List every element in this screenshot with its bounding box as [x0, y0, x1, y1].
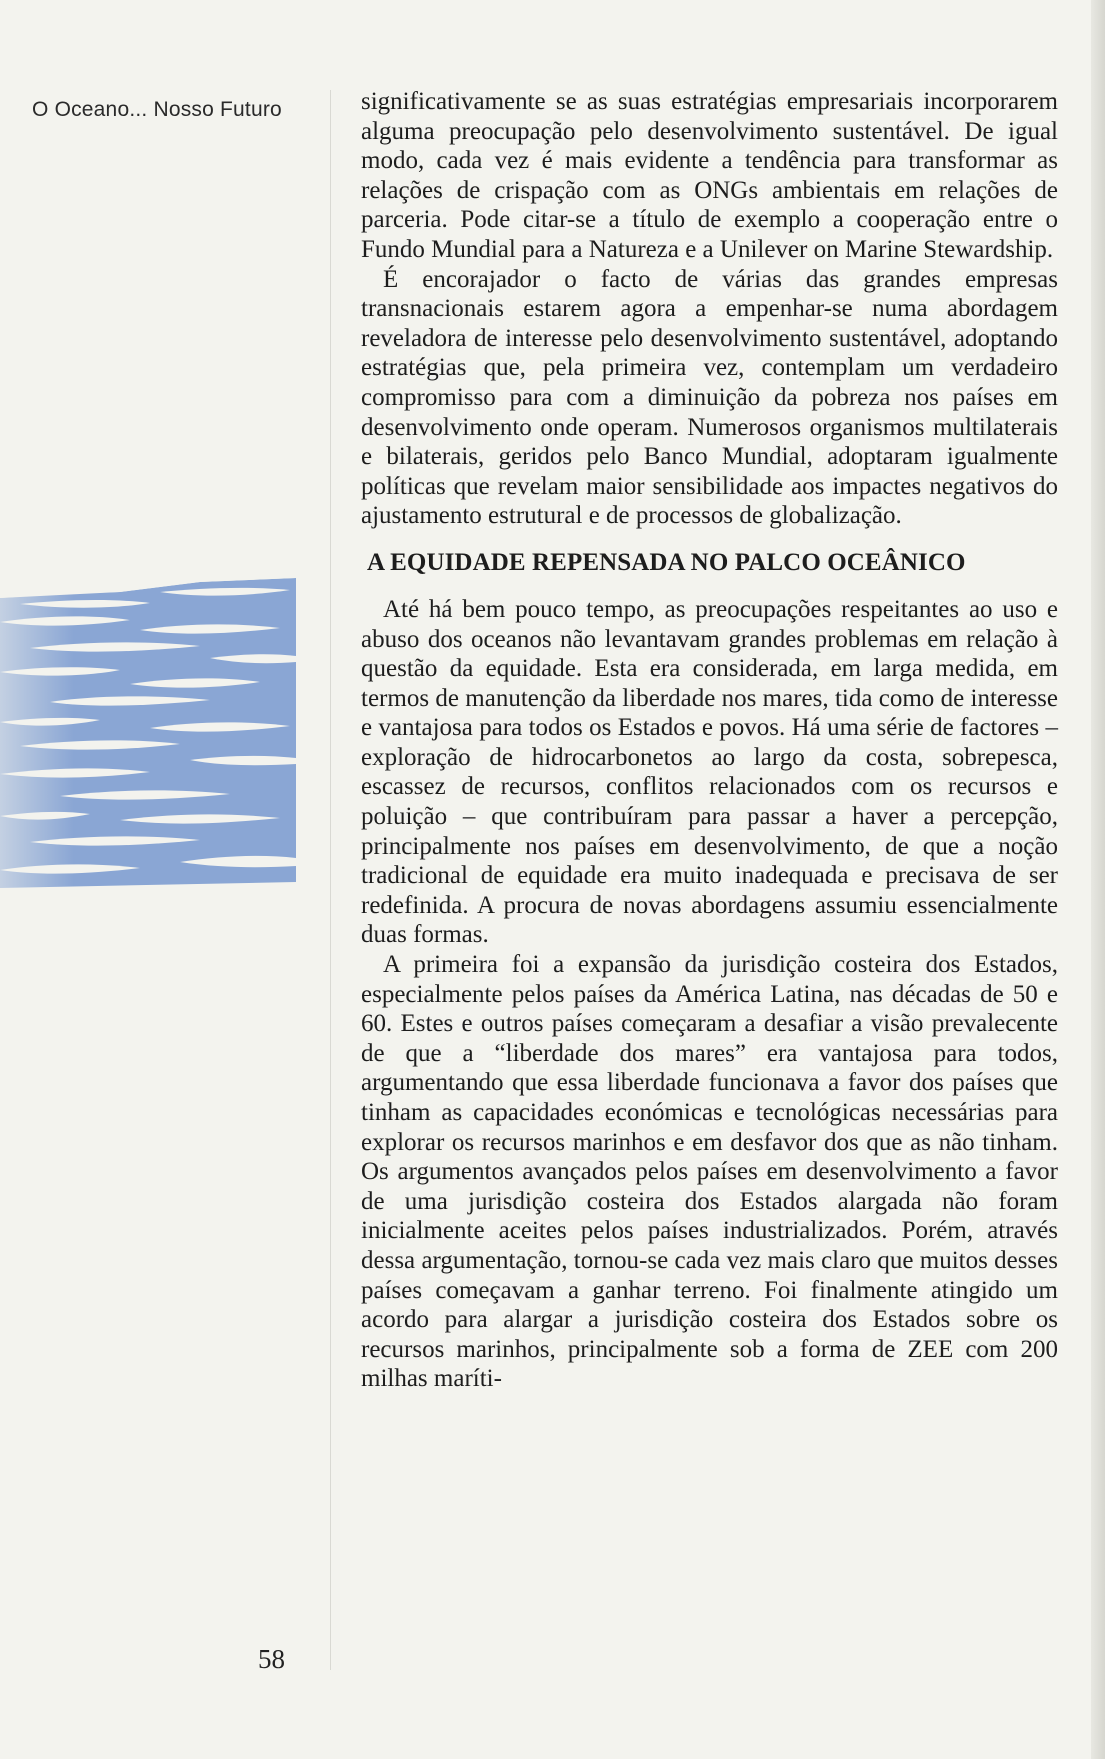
paragraph-transnational-companies: É encorajador o facto de várias das grandes empresas transnacionais estarem agora a empenhar-se numa abordagem reveladora de interesse pelo desenvolvimento sustentável, adoptando estratégias que, pela primeira vez, contemplam um verdadeiro compromisso para com a diminuição da pobreza nos países em desenvolvimento onde operam. Numerosos organismos multilaterais e bilaterais, geridos pelo Banco Mundial, adoptaram igualmente políticas que revelam maior sensibilidade aos impactes negativos do ajustamento estrutural e de processos de globalização. [361, 265, 1058, 530]
paragraph-equity-concerns: Até há bem pouco tempo, as preocupações respeitantes ao uso e abuso dos oceanos não levantavam grandes problemas em relação à questão da equidade. Esta era considerada, em larga medida, em termos de manutenção da liberdade nos mares, tida como de interesse e vantajosa para todos os Estados e povos. Há uma série de factores – exploração de hidrocarbonetos ao largo da costa, sobrepesca, escassez de recursos, conflitos relacionados com os recursos e poluição – que contribuíram para passar a haver a percepção, principalmente nos países em desenvolvimento, de que a noção tradicional de equidade era muito inadequada e precisava de ser redefinida. A procura de novas abordagens assumiu essencialmente duas formas. [361, 595, 1058, 949]
page-number: 58 [258, 1644, 285, 1674]
main-text-column [361, 87, 1058, 1394]
running-head: O Oceano... Nosso Futuro [32, 98, 282, 121]
column-divider [330, 90, 331, 1670]
paragraph-coastal-jurisdiction: A primeira foi a expansão da jurisdição costeira dos Estados, especialmente pelos países da América Latina, nas décadas de 50 e 60. Estes e outros países começaram a desafiar a visão prevalecente de que a “liberdade dos mares” era vantajosa para todos, argumentando que essa liberdade funcionava a favor dos países que tinham as capacidades económicas e tecnológicas necessárias para explorar os recursos marinhos e em desfavor dos que as não tinham. Os argumentos avançados pelos países em desenvolvimento a favor de uma jurisdição costeira dos Estados alargada não foram inicialmente aceites pelos países industrializados. Porém, através dessa argumentação, tornou-se cada vez mais claro que muitos desses países começavam a ganhar terreno. Foi finalmente atingido um acordo para alargar a jurisdição costeira dos Estados sobre os recursos marinhos, principalmente sob a forma de ZEE com 200 milhas maríti- [361, 951, 1058, 1393]
ocean-waves-illustration [0, 570, 296, 904]
page-edge-shadow [1091, 0, 1105, 1759]
paragraph-continuation: significativamente se as suas estratégias empresariais incorporarem alguma preocupação pelo desenvolvimento sustentável. De igual modo, cada vez é mais evidente a tendência para transformar as relações de crispação com as ONGs ambientais em relações de parceria. Pode citar-se a título de exemplo a cooperação entre o Fundo Mundial para a Natureza e a Unilever on Marine Stewardship. [361, 88, 1058, 263]
section-heading: A EQUIDADE REPENSADA NO PALCO OCEÂNICO [367, 548, 966, 576]
